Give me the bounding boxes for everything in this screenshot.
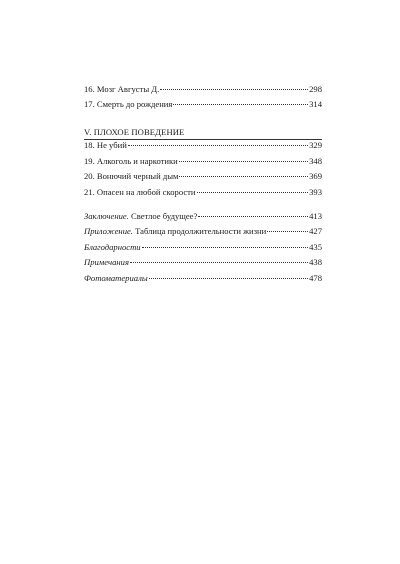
toc-entry-title: 20. Вонючий черный дым (84, 171, 179, 181)
toc-entry-page: 393 (309, 187, 322, 197)
dot-leader (179, 176, 308, 177)
toc-entry-page: 369 (309, 171, 322, 181)
toc-entry-page: 314 (309, 99, 322, 109)
dot-leader (149, 278, 308, 279)
toc-entry-page: 413 (309, 211, 322, 221)
toc-entry-18 (84, 139, 322, 151)
toc-entry-notes (84, 256, 322, 268)
toc-entry-page: 348 (309, 156, 322, 166)
toc-entry-title: 17. Смерть до рождения (84, 99, 173, 109)
toc-entry-16 (84, 83, 322, 95)
toc-entry-21 (84, 186, 322, 198)
toc-entry-acknowledgements (84, 241, 322, 253)
toc-entry-title: 21. Опасен на любой скорости (84, 187, 196, 197)
toc-entry-title (84, 256, 129, 268)
section-heading: V. ПЛОХОЕ ПОВЕДЕНИЕ (84, 127, 185, 137)
dot-leader (173, 104, 308, 105)
toc-entry-page: 438 (309, 257, 322, 267)
toc-entry-title-italic: Благодарности (84, 242, 141, 252)
toc-entry-17 (84, 98, 322, 110)
toc-entry-title: 16. Мозг Августы Д. (84, 84, 160, 94)
toc-entry-title-italic: Фотоматериалы (84, 273, 148, 283)
toc-entry-appendix (84, 225, 322, 237)
dot-leader (142, 247, 309, 248)
dot-leader (198, 216, 308, 217)
dot-leader (128, 145, 308, 146)
toc-entry-title-rest: Светлое будущее? (128, 211, 198, 221)
toc-entry-19 (84, 155, 322, 167)
toc-entry-conclusion (84, 210, 322, 222)
toc-entry-page: 298 (309, 84, 322, 94)
dot-leader (130, 262, 308, 263)
toc-entry-title (84, 225, 266, 237)
toc-entry-title (84, 210, 197, 222)
toc-entry-title (84, 272, 148, 284)
toc-entry-page: 478 (309, 273, 322, 283)
toc-entry-title: 18. Не убий (84, 140, 127, 150)
toc-entry-page: 427 (309, 226, 322, 236)
dot-leader (179, 161, 308, 162)
dot-leader (197, 192, 309, 193)
toc-entry-page: 435 (309, 242, 322, 252)
toc-entry-title (84, 241, 141, 253)
toc-entry-title: 19. Алкоголь и наркотики (84, 156, 178, 166)
toc-entry-title-italic: Примечания (84, 257, 129, 267)
toc-entry-title-italic: Заключение. (84, 211, 129, 221)
toc-entry-photos (84, 272, 322, 284)
toc-entry-20 (84, 170, 322, 182)
dot-leader (160, 89, 308, 90)
dot-leader (267, 231, 308, 232)
toc-entry-title-italic: Приложение. (84, 226, 133, 236)
toc-entry-page: 329 (309, 140, 322, 150)
toc-entry-title-rest: Таблица продолжительности жизни (132, 226, 267, 236)
